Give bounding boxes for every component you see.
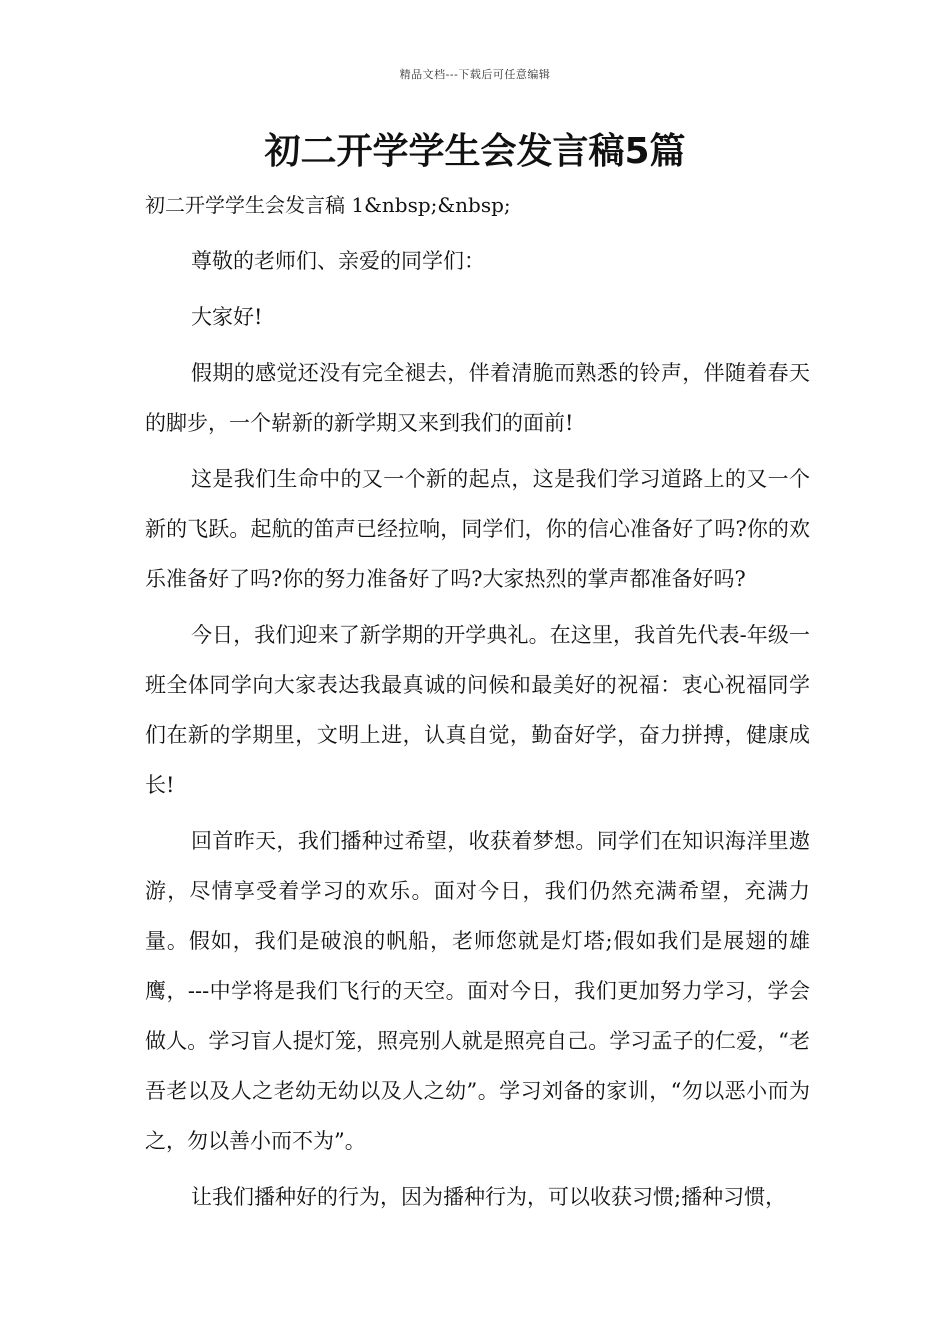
paragraph: 今日，我们迎来了新学期的开学典礼。在这里，我首先代表-年级一班全体同学向大家表达我最真诚的问候和最美好的祝福：衷心祝福同学们在新的学期里，文明上进，认真自觉，勤奋好学，奋力拼搏，健康成长! [145,623,810,797]
paragraph: 让我们播种好的行为，因为播种行为，可以收获习惯;播种习惯， [191,1185,787,1209]
document-body [145,180,810,1228]
document-title: 初二开学学生会发言稿5篇 [264,131,686,172]
section-heading: 初二开学学生会发言稿 1&nbsp;&nbsp; [145,193,511,217]
paragraph: 回首昨天，我们播种过希望，收获着梦想。同学们在知识海洋里遨游，尽情享受着学习的欢乐。面对今日，我们仍然充满希望，充满力量。假如，我们是破浪的帆船，老师您就是灯塔;假如我们是展翅的雄鹰，---中学将是我们飞行的天空。面对今日，我们更加努力学习，学会做人。学习盲人提灯笼，照亮别人就是照亮自己。学习孟子的仁爱，“老吾老以及人之老幼无幼以及人之幼”。学习刘备的家训，“勿以恶小而为之，勿以善小而不为”。 [145,829,810,1153]
paragraph-salutation: 尊敬的老师们、亲爱的同学们： [191,249,485,273]
paragraph: 假期的感觉还没有完全褪去，伴着清脆而熟悉的铃声，伴随着春天的脚步，一个崭新的新学期又来到我们的面前! [145,361,810,435]
paragraph: 这是我们生命中的又一个新的起点，这是我们学习道路上的又一个新的飞跃。起航的笛声已经拉响，同学们，你的信心准备好了吗?你的欢乐准备好了吗?你的努力准备好了吗?大家热烈的掌声都准备好吗? [145,467,810,591]
paragraph-greeting: 大家好! [191,305,263,329]
header-note: 精品文档---下载后可任意编辑 [399,68,551,81]
